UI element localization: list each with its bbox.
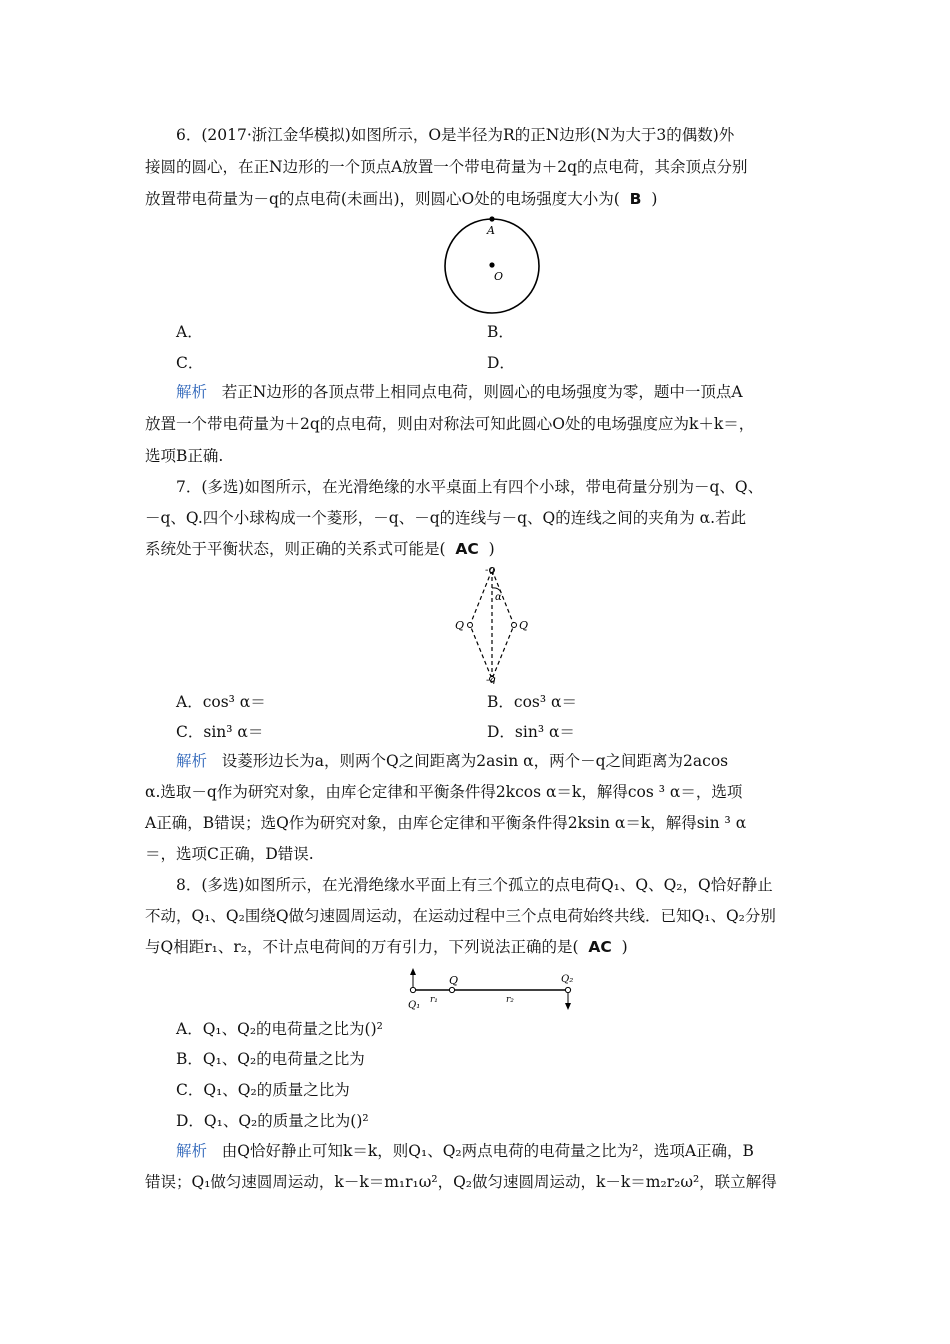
q1-arrowhead xyxy=(410,968,416,975)
q6-solution-line-2: 放置一个带电荷量为＋2q的点电荷，则由对称法可知此圆心O处的电场强度应为k＋k＝， xyxy=(145,415,755,433)
label-top: -q xyxy=(485,565,495,576)
label-r2: r₂ xyxy=(506,995,514,1005)
label-angle: α xyxy=(495,592,502,603)
q8-paren-close: ) xyxy=(621,938,628,956)
label-left: Q xyxy=(455,619,465,632)
q7-option-a: A．cos³ α＝ xyxy=(176,693,266,711)
q6-option-d: D． xyxy=(487,354,515,372)
label-o: O xyxy=(494,270,504,283)
charge-left xyxy=(468,623,473,628)
q6-stem-end: 放置带电荷量为－q的点电荷(未画出)，则圆心O处的电场强度大小为( xyxy=(145,190,620,208)
q7-line-1: 7．(多选)如图所示，在光滑绝缘的水平桌面上有四个小球，带电荷量分别为－q、Q、 xyxy=(176,478,764,496)
q8-solution-label: 解析 xyxy=(176,1142,208,1160)
q8-solution-line-2: 错误；Q₁做匀速圆周运动，k－k＝m₁r₁ω²，Q₂做匀速圆周运动，k－k＝m₂r₂ω²，联立解得 xyxy=(145,1173,777,1191)
q6-solution-line-3: 选项B正确. xyxy=(145,447,224,465)
q6-line-1: 6．(2017·浙江金华模拟)如图所示，O是半径为R的正N边形(N为大于3的偶数)外 xyxy=(176,126,735,144)
q8-line-1: 8．(多选)如图所示，在光滑绝缘水平面上有三个孤立的点电荷Q₁、Q、Q₂，Q恰好静止 xyxy=(176,876,773,894)
q6-line-2: 接圆的圆心，在正N边形的一个顶点A放置一个带电荷量为＋2q的点电荷，其余顶点分别 xyxy=(145,158,748,176)
q7-solution-line-1 xyxy=(176,750,728,772)
q7-solution-line-2: α.选取－q作为研究对象，由库仑定律和平衡条件得2kcos α＝k，解得cos ³ α＝，选项 xyxy=(145,783,743,801)
q7-paren-close: ) xyxy=(488,540,495,558)
charge-right xyxy=(512,623,517,628)
charge-q1 xyxy=(410,987,415,992)
q8-solution-line-1 xyxy=(176,1140,754,1162)
label-right: Q xyxy=(519,619,529,632)
q2-arrowhead xyxy=(565,1003,571,1010)
q8-answer: AC xyxy=(588,938,612,956)
label-bottom: -q xyxy=(486,675,496,684)
q6-solution-line-1 xyxy=(176,381,743,403)
label-q: Q xyxy=(449,974,459,987)
q6-option-b: B． xyxy=(487,323,514,341)
q7-solution-line-3: A正确，B错误；选Q作为研究对象，由库仑定律和平衡条件得2ksin α＝k，解得sin ³ α xyxy=(145,814,747,832)
q6-option-c: C． xyxy=(176,354,204,372)
q8-option-c: C．Q₁、Q₂的质量之比为 xyxy=(176,1081,350,1099)
q8-line-2: 不动，Q₁、Q₂围绕Q做匀速圆周运动，在运动过程中三个点电荷始终共线．已知Q₁、Q₂分别 xyxy=(145,907,776,925)
q8-line-3 xyxy=(145,936,628,958)
q6-figure xyxy=(430,208,555,318)
q7-option-d: D．sin³ α＝ xyxy=(487,723,575,741)
charge-q2 xyxy=(565,987,570,992)
q8-solution-text-1: 由Q恰好静止可知k＝k，则Q₁、Q₂两点电荷的电荷量之比为²，选项A正确，B xyxy=(221,1142,754,1160)
q7-solution-line-4: ＝，选项C正确，D错误. xyxy=(145,845,314,863)
q6-answer: B xyxy=(629,190,642,208)
label-a: A xyxy=(487,224,495,237)
q6-line-3 xyxy=(145,188,657,210)
charge-q xyxy=(449,987,454,992)
q6-option-a: A． xyxy=(176,323,203,341)
q8-option-a: A．Q₁、Q₂的电荷量之比为()² xyxy=(176,1020,383,1038)
q8-option-b: B．Q₁、Q₂的电荷量之比为 xyxy=(176,1050,365,1068)
q7-line-3 xyxy=(145,538,495,560)
label-q1: Q₁ xyxy=(408,1000,421,1011)
q8-option-d: D．Q₁、Q₂的质量之比为()² xyxy=(176,1112,369,1130)
q7-solution-label: 解析 xyxy=(176,752,208,770)
label-q2: Q₂ xyxy=(561,974,574,985)
q6-solution-text-1: 若正N边形的各顶点带上相同点电荷，则圆心的电场强度为零，题中一顶点A xyxy=(221,383,743,401)
q7-option-c: C．sin³ α＝ xyxy=(176,723,264,741)
q7-line-2: －q、Q.四个小球构成一个菱形，－q、－q的连线与－q、Q的连线之间的夹角为 α.若此 xyxy=(145,509,747,527)
vertex-a-dot xyxy=(489,216,494,221)
q6-solution-label: 解析 xyxy=(176,383,208,401)
q7-option-b: B．cos³ α＝ xyxy=(487,693,577,711)
label-r1: r₁ xyxy=(430,995,438,1005)
center-o-dot xyxy=(489,262,494,267)
q7-stem-end: 系统处于平衡状态，则正确的关系式可能是( xyxy=(145,540,446,558)
q7-rhombus-figure xyxy=(448,562,538,684)
q7-answer: AC xyxy=(455,540,479,558)
q8-stem-end: 与Q相距r₁、r₂，不计点电荷间的万有引力，下列说法正确的是( xyxy=(145,938,579,956)
q6-paren-close: ) xyxy=(651,190,658,208)
q8-figure xyxy=(400,964,585,1012)
q7-solution-text-1: 设菱形边长为a，则两个Q之间距离为2asin α，两个－q之间距离为2acos xyxy=(221,752,729,770)
